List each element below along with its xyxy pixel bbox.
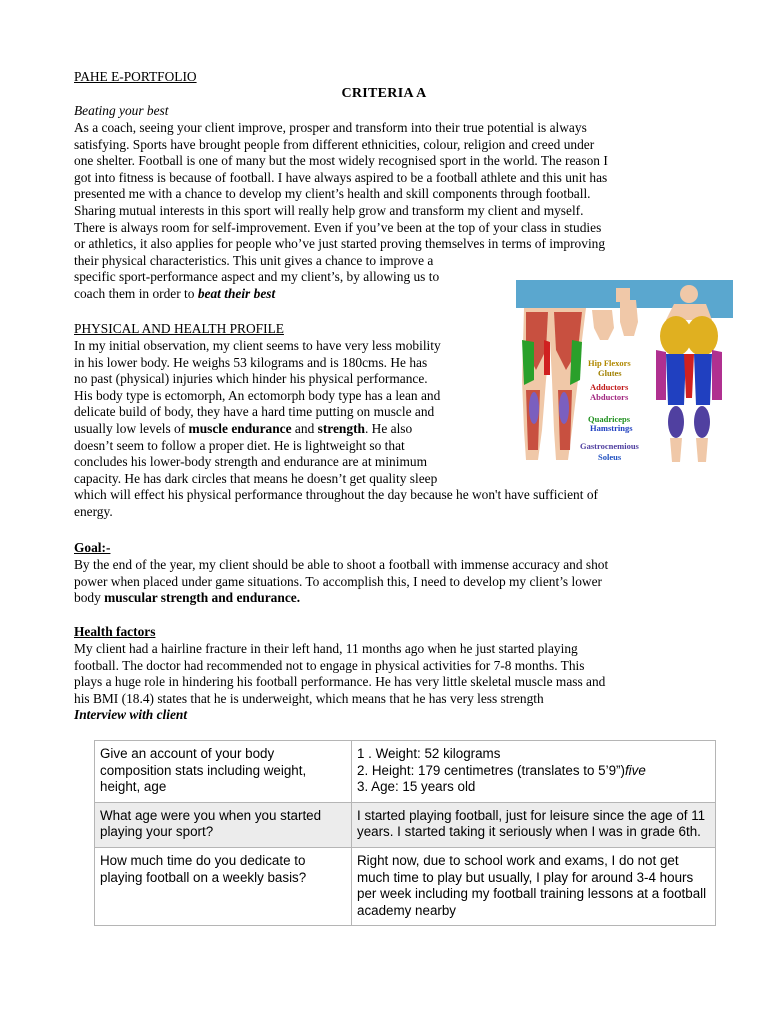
answer-line: 3. Age: 15 years old — [357, 779, 476, 795]
text-line: As a coach, seeing your client improve, prosper and transform into their true potential is always — [74, 120, 587, 135]
text-span: body — [74, 590, 105, 606]
intro-paragraph — [74, 120, 694, 303]
text-line: His body type is ectomorph, An ectomorph body type has a lean and — [74, 387, 441, 403]
text-line: one shelter. Football is one of many but the most widely recognised sport in the world. The reason I — [74, 153, 608, 169]
text-line: My client had a hairline fracture in their left hand, 11 months ago when he just started playing — [74, 641, 578, 656]
text-line: By the end of the year, my client should be able to shoot a football with immense accuracy and shot — [74, 557, 609, 572]
label-abductors: Abductors — [590, 392, 629, 402]
text-span: . He also — [364, 420, 413, 436]
table-row — [95, 847, 716, 925]
text-line: capacity. He has dark circles that means he doesn’t get quality sleep — [74, 470, 438, 486]
leg-muscles-figure — [516, 280, 733, 467]
text-line: power when placed under game situations. To accomplish this, I need to develop my client’s lower — [74, 573, 602, 589]
bold-term: muscle endurance — [188, 420, 292, 436]
text-line: Sharing mutual interests in this sport will really help grow and transform my client and myself. — [74, 202, 584, 218]
text-line: energy. — [74, 503, 113, 519]
text-line: his BMI (18.4) states that he is underweight, which means that he has very less strength — [74, 690, 544, 706]
label-hip-flexors: Hip Flexors — [588, 358, 631, 368]
portfolio-title: PAHE E-PORTFOLIO — [74, 69, 197, 84]
text-line: plays a huge role in hindering his football performance. He has very little skeletal muscle mass and — [74, 674, 606, 690]
answer-cell: Right now, due to school work and exams, I do not get much time to play but usually, I play for around 3-4 hours per week including my football training lessons at a football academy nearby — [352, 847, 716, 925]
text-line: presented me with a chance to develop my client’s health and skill components through football. — [74, 186, 591, 202]
text-line: delicate build of body, they have a hard time putting on muscle and — [74, 404, 435, 420]
health-paragraph — [74, 641, 694, 724]
text-line: specific sport-performance aspect and my client’s, by allowing us to — [74, 269, 440, 285]
label-adductors: Adductors — [590, 382, 629, 392]
beat-best-emphasis: beat their best — [197, 285, 276, 301]
answer-cell: I started playing football, just for leisure since the age of 11 years. I started taking it seriously when I was in grade 6th. — [352, 802, 716, 847]
question-cell: How much time do you dedicate to playing football on a weekly basis? — [95, 847, 352, 925]
label-quadriceps: Quadriceps — [588, 414, 631, 424]
leg-muscles-illustration — [516, 280, 733, 467]
text-line: or athletics, it also applies for people who’ve just started proving themselves in terms of improving — [74, 236, 606, 252]
label-glutes: Glutes — [598, 368, 622, 378]
answer-cell — [352, 741, 716, 803]
answer-line: 1 . Weight: 52 kilograms — [357, 746, 501, 761]
health-heading: Health factors — [74, 624, 156, 639]
label-soleus: Soleus — [598, 452, 622, 462]
question-cell: Give an account of your body composition stats including weight, height, age — [95, 741, 352, 803]
text-line: doesn’t seem to follow a proper diet. He is lightweight so that — [74, 437, 405, 453]
criteria-heading: CRITERIA A — [341, 86, 427, 101]
answer-line — [357, 763, 710, 780]
text-line: concludes his lower-body strength and endurance are at minimum — [74, 454, 427, 470]
text-line: football. The doctor had recommended not to engage in physical activities for 7-8 months. This — [74, 657, 585, 673]
text-line: In my initial observation, my client seems to have very less mobility — [74, 338, 441, 353]
bold-term: strength — [317, 420, 365, 436]
text-line — [74, 590, 694, 607]
text-line: There is always room for self-improvement. Even if you’ve been at the top of your class in studies — [74, 219, 602, 235]
question-cell: What age were you when you started playing your sport? — [95, 802, 352, 847]
text-span: and — [291, 420, 318, 436]
intro-heading: Beating your best — [74, 103, 169, 118]
label-gastrocnemious: Gastrocnemious — [580, 441, 639, 451]
goal-paragraph — [74, 557, 694, 607]
text-line: which will effect his physical performance throughout the day because he won't have sufficient of — [74, 487, 598, 503]
text-line: no past (physical) injuries which hinder his physical performance. — [74, 371, 428, 387]
text-line: their physical characteristics. This unit gives a chance to improve a — [74, 252, 434, 268]
table-row — [95, 802, 716, 847]
italic-word: five — [624, 762, 646, 778]
label-hamstrings: Hamstrings — [590, 423, 633, 433]
interview-heading: Interview with client — [74, 707, 188, 723]
goal-heading: Goal:- — [74, 540, 111, 555]
text-span: 2. Height: 179 centimetres (translates to 5’9”) — [357, 762, 625, 778]
text-line: satisfying. Sports have brought people from different ethnicities, colour, religion and creed under — [74, 136, 595, 152]
text-span: usually low levels of — [74, 420, 189, 436]
text-span: coach them in order to — [74, 285, 198, 301]
profile-heading: PHYSICAL AND HEALTH PROFILE — [74, 321, 284, 336]
table-row — [95, 741, 716, 803]
text-line: got into fitness is because of football. I have always aspired to be a football athlete and this unit has — [74, 169, 608, 185]
interview-table — [94, 740, 716, 926]
text-line: in his lower body. He weighs 53 kilograms and is 180cms. He has — [74, 354, 428, 370]
bold-term: muscular strength and endurance. — [104, 590, 301, 606]
